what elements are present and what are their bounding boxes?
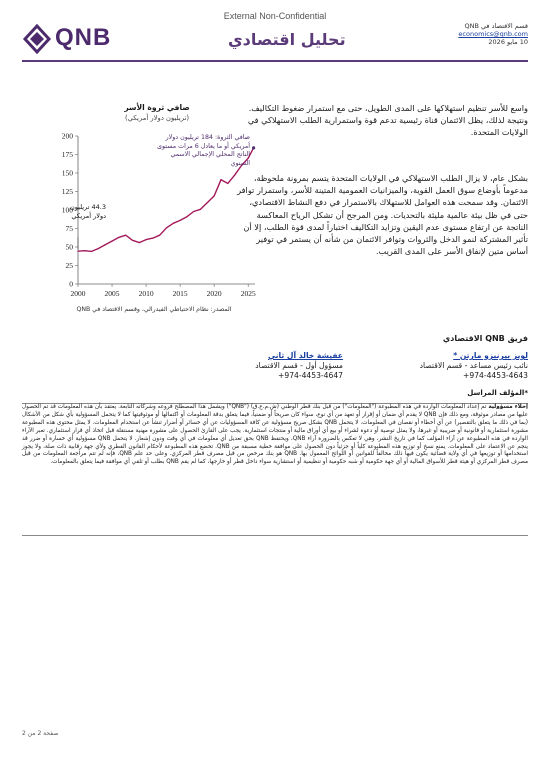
y-tick-label: 200 <box>61 131 73 141</box>
chart-annotation-end: صافي الثروة: 184 تريليون دولار أمريكي أو ما يعادل 6 مرات مستوى الناتج المحلي الإجمالي الاسمي السنوي <box>157 134 250 167</box>
author-1-name[interactable]: لويز بيرنبزو مارتن * <box>453 351 528 360</box>
chart-subtitle: (تريليون دولار أمريكي) <box>124 114 190 122</box>
y-tick-label: 125 <box>61 187 73 196</box>
data-point <box>207 202 208 203</box>
data-point <box>132 240 133 241</box>
data-point <box>214 195 215 196</box>
page-number: صفحة 2 من 2 <box>22 730 59 737</box>
body-paragraph-1: واسع للأسر تنظيم استهلاكها على المدى الطويل، حتى مع استمرار ضغوط التكاليف. ونتيجة لذلك، يظل الائتمان قناة رئيسية تدعم قوة واستمرارية الطلب الاستهلاكي في الولايات المتحدة. <box>247 103 528 138</box>
author-1-phone: +974-4453-4643 <box>463 371 528 380</box>
y-tick-label: 75 <box>65 224 73 233</box>
disclaimer-text: تم إعداد المعلومات الواردة في هذه المطبوعة ("المعلومات") من قبل بنك قطر الوطني (ش.م.ع.ق) ("QNB") ويشمل هذا المصطلح فروعه وشركاته التابعة. يعتقد بأن هذه المعلومات قد تم الحصول عليها من مصادر موثوقة، ومع ذلك فإن QNB لا يقدم أي ضمان أو إقرار أو تعهد من أي نوع، سواء كان صريحاً أو ضمنياً، فيما يتعلق بدقة المعلومات أو اكتمالها أو موثوقيتها كما لا يتحمل المسؤولية بأي شكل من الأشكال (بما في ذلك ما يتعلق بالتقصير) عن أي أخطاء أو نقصان في المعلومات. لا يتحمل QNB بشكل صريح مسؤولية عن كافة المسؤوليات عن أي خسائر أو أضرار تنشأ عن استخدام المعلومات. لا يمثل محتوى هذه المطبوعة مشورة استثمارية أو قانونية أو ضريبية أو غيرها، ولا يمثل توصية أو دعوة لشراء أو بيع أي أوراق مالية أو منتجات استثمارية. يجب على القارئ الحصول على مشورة مهنية مستقلة قبل اتخاذ أي قرار استثماري. تعبر الآراء الواردة في هذه المطبوعة عن آراء المؤلف كما في تاريخ النشر، وهي لا تعكس بالضرورة آراء QNB، ويحتفظ QNB بحق تعديل أي معلومات في أي وقت ودون إشعار. لا يتحمل QNB مسؤولية أي خسارة أو ضرر قد ينجم عن الاعتماد على المعلومات. يمنع نسخ أو توزيع هذه المطبوعة كلياً أو جزئياً دون الحصول على موافقة خطية مسبقة من QNB. تخضع هذه المطبوعة لأحكام القانون القطري ولأي جهة رقابية ذات صلة، ولا يجوز استخدامها أو توزيعها في أي ولاية قضائية يكون فيها ذلك مخالفاً للقوانين أو اللوائح المعمول بها. QNB هو بنك مرخص من قبل مصرف قطر المركزي. وعلى حد علم QNB، فإنه لم تتم مراجعة المعلومات من قبل مصرف قطر المركزي أو هيئة قطر للأسواق المالية أو أي جهة حكومية أو شبه حكومية أو تنظيمية أو استشارية سواء داخل قطر أو خارجها، كما لم يقم QNB بطلب أو تلقي أي موافقة فيما يتعلق بالمعلومات. <box>22 404 528 466</box>
qnb-logo-icon <box>22 24 52 54</box>
author-2-phone: +974-4453-4647 <box>278 371 343 380</box>
y-tick-label: 25 <box>65 261 73 270</box>
corresponding-author-note: *المؤلف المراسل <box>467 389 528 397</box>
data-point <box>234 175 235 176</box>
y-tick-label: 50 <box>65 242 73 252</box>
x-tick-label: 2015 <box>172 289 188 298</box>
x-tick-label: 2010 <box>138 289 154 298</box>
x-tick-label: 2000 <box>70 289 86 298</box>
chart-title: صافي ثروة الأسر <box>124 103 190 112</box>
data-point <box>91 251 92 252</box>
data-point <box>98 248 99 249</box>
author-2-role: مسؤول أول - قسم الاقتصاد <box>255 361 343 370</box>
author-2-name[interactable]: عفيشة خالد آل ثاني <box>267 351 343 360</box>
chart-source: المصدر: نظام الاحتياطي الفيدرالي، وقسم الاقتصاد في QNB <box>76 306 232 313</box>
data-point <box>173 223 174 224</box>
data-point <box>118 237 119 238</box>
header-meta <box>408 22 528 46</box>
header-email-link[interactable]: economics@qnb.com <box>458 30 528 38</box>
data-point <box>125 235 126 236</box>
header-dept: قسم الاقتصاد في QNB <box>464 22 528 30</box>
author-1-role: نائب رئيس مساعد - قسم الاقتصاد <box>419 361 528 370</box>
data-point <box>227 183 228 184</box>
x-tick-label: 2020 <box>206 289 222 298</box>
data-point <box>111 240 112 241</box>
y-tick-label: 175 <box>61 150 73 159</box>
data-point <box>77 251 78 252</box>
data-point <box>193 211 194 212</box>
disclaimer-bottom-divider <box>22 535 528 536</box>
body-paragraph-2: بشكل عام، لا يزال الطلب الاستهلاكي في الولايات المتحدة يتسم بمرونة ملحوظة، مدعوماً بأوضاع سوق العمل القوية، والميزانيات العمومية المتينة للأسر، واستمرار توافر الائتمان. وقد سمحت هذه العوامل للاستهلاك بالاستمرار في دفع النشاط الاقتصادي، حتى في ظل بيئة عالمية مليئة بالتحديات. ومن المرجح أن تشكل الرياح المعاكسة الناتجة عن ارتفاع مستوى عدم اليقين وتزايد التكاليف اختباراً لمدى قوة الطلب، إلا أن تأثير المشتركة لنمو الدخل والثروات وتوافر الائتمان من شأنه أن يستمر في توفير أساس متين لإنفاق الأسر على المدى القريب. <box>237 173 528 257</box>
x-tick-label: 2025 <box>240 289 256 298</box>
chart-annotation-start: 44.3 تريليون دولار أمريكي <box>70 203 106 220</box>
data-point <box>200 209 201 210</box>
data-point <box>105 244 106 245</box>
x-tick-label: 2005 <box>104 289 120 298</box>
y-tick-label: 0 <box>69 279 73 289</box>
qnb-logo-text: QNB <box>55 24 112 51</box>
data-point <box>220 179 221 180</box>
data-point <box>145 239 146 240</box>
disclaimer <box>22 404 528 467</box>
header-date: 10 مايو 2026 <box>488 38 528 46</box>
data-point <box>139 242 140 243</box>
data-point <box>159 235 160 236</box>
data-point <box>152 238 153 239</box>
disclaimer-lead: إخلاء مسؤولية <box>488 404 528 410</box>
y-tick-label: 100 <box>61 205 73 215</box>
data-point <box>186 216 187 217</box>
data-point <box>166 227 167 228</box>
team-heading: فريق QNB الاقتصادي <box>442 334 528 343</box>
header-divider <box>22 60 528 62</box>
page-title: تحليل اقتصادي <box>228 30 346 49</box>
author-2 <box>203 351 343 381</box>
data-point <box>84 250 85 251</box>
y-tick-label: 150 <box>61 168 73 178</box>
author-1 <box>388 351 528 381</box>
confidentiality-label: External Non-Confidential <box>223 11 327 21</box>
annotation-end-marker <box>252 146 255 149</box>
data-point <box>180 220 181 221</box>
